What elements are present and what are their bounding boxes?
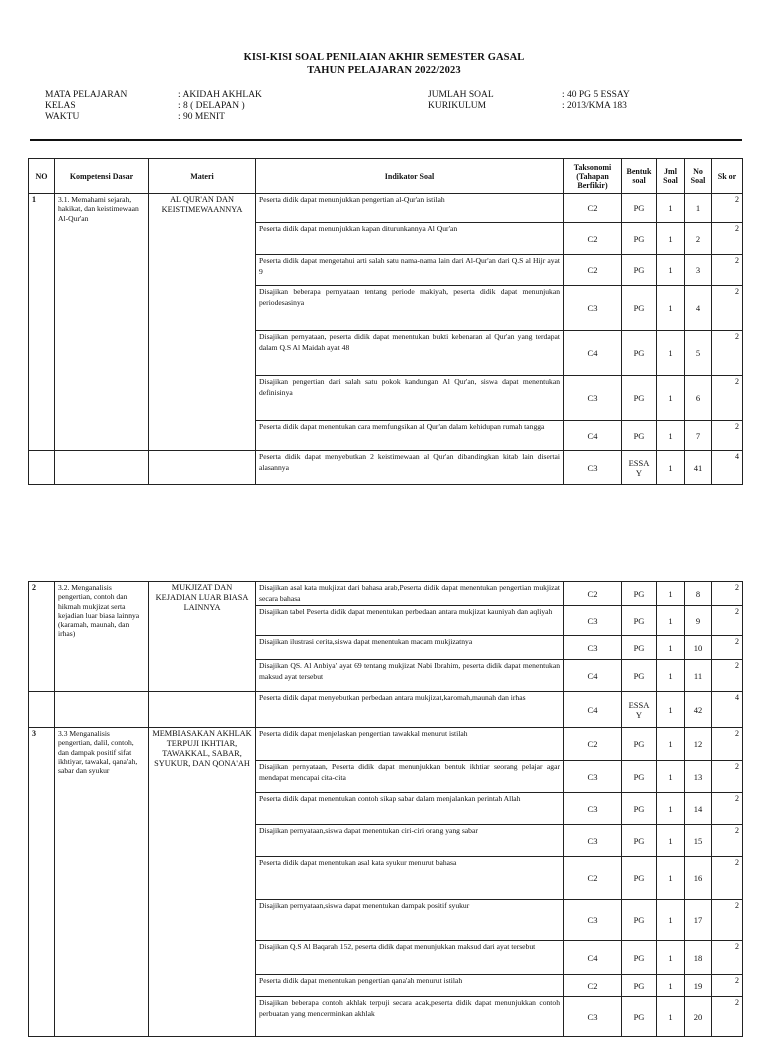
jumlah-soal: 1 <box>657 451 685 485</box>
meta-values-right <box>562 90 630 112</box>
jumlah-soal: 1 <box>657 636 685 660</box>
header-materi: Materi <box>149 159 256 194</box>
taksonomi: C2 <box>564 223 622 255</box>
header-kd: Kompetensi Dasar <box>55 159 149 194</box>
indikator-soal: Disajikan pernyataan,siswa dapat menentukan dampak positif syukur <box>256 900 564 941</box>
jumlah-soal: 1 <box>657 286 685 331</box>
row-number: 2 <box>29 582 55 692</box>
jumlah-soal: 1 <box>657 900 685 941</box>
indikator-soal: Peserta didik dapat mengetahui arti salah satu nama-nama lain dari Al-Qur'an dari Q.S al Hijr ayat 9 <box>256 255 564 286</box>
indikator-soal: Disajikan QS. Al Anbiya' ayat 69 tentang mukjizat Nabi Ibrahim, peserta didik dapat menentukan maksud ayat tersebut <box>256 660 564 692</box>
skor: 2 <box>712 825 743 857</box>
materi-empty <box>149 692 256 728</box>
bentuk-soal: PG <box>622 286 657 331</box>
nomor-soal: 1 <box>685 194 712 223</box>
indikator-soal: Disajikan pernyataan,siswa dapat menentukan ciri-ciri orang yang sabar <box>256 825 564 857</box>
skor: 2 <box>712 761 743 793</box>
indikator-soal: Disajikan pernyataan, Peserta didik dapat menunjukkan bentuk ikhtiar seorang pelajar agar mendapat mencapai cita-cita <box>256 761 564 793</box>
nomor-soal: 17 <box>685 900 712 941</box>
nomor-soal: 13 <box>685 761 712 793</box>
bentuk-soal: PG <box>622 857 657 900</box>
nomor-soal: 19 <box>685 975 712 997</box>
taksonomi: C4 <box>564 421 622 451</box>
skor: 2 <box>712 660 743 692</box>
taksonomi: C3 <box>564 636 622 660</box>
indikator-soal: Peserta didik dapat menentukan pengertian qana'ah menurut istilah <box>256 975 564 997</box>
jumlah-soal: 1 <box>657 194 685 223</box>
kurikulum-label: KURIKULUM <box>428 101 487 111</box>
indikator-soal: Disajikan beberapa contoh akhlak terpuji secara acak,peserta didik dapat menunjukkan contoh perbuatan yang mencerminkan akhlak <box>256 997 564 1037</box>
materi-empty <box>149 451 256 485</box>
kurikulum-value: : 2013/KMA 183 <box>562 101 627 111</box>
row-number-empty <box>29 451 55 485</box>
skor: 2 <box>712 331 743 376</box>
kompetensi-dasar: 3.3 Menganalisis pengertian, dalil, contoh, dan dampak positif sifat ikhtiyar, tawakal, qana'ah, sabar dan syukur <box>55 728 149 1037</box>
taksonomi: C3 <box>564 451 622 485</box>
bentuk-soal: PG <box>622 793 657 825</box>
meta-values-left <box>178 90 262 123</box>
taksonomi: C2 <box>564 728 622 761</box>
bentuk-soal: PG <box>622 331 657 376</box>
skor: 2 <box>712 636 743 660</box>
indikator-soal: Peserta didik dapat menunjukkan pengertian al-Qur'an istilah <box>256 194 564 223</box>
indikator-soal: Disajikan pengertian dari salah satu pokok kandungan Al Qur'an, siswa dapat menentukan definisinya <box>256 376 564 421</box>
taksonomi: C2 <box>564 194 622 223</box>
document-subtitle: TAHUN PELAJARAN 2022/2023 <box>307 65 461 76</box>
header-skor: Sk or <box>712 159 743 194</box>
taksonomi: C3 <box>564 900 622 941</box>
row-number: 1 <box>29 194 55 451</box>
row-number: 3 <box>29 728 55 1037</box>
nomor-soal: 6 <box>685 376 712 421</box>
nomor-soal: 3 <box>685 255 712 286</box>
header-taksonomi: Taksonomi (Tahapan Berfikir) <box>564 159 622 194</box>
kompetensi-dasar-empty <box>55 692 149 728</box>
taksonomi: C3 <box>564 793 622 825</box>
header-no: NO <box>29 159 55 194</box>
table-header-row <box>29 159 743 194</box>
bentuk-soal: PG <box>622 582 657 606</box>
jumlah-soal: 1 <box>657 761 685 793</box>
materi: AL QUR'AN DAN KEISTIMEWAANNYA <box>149 194 256 451</box>
skor: 4 <box>712 692 743 728</box>
jumlah-soal: 1 <box>657 660 685 692</box>
bentuk-soal: PG <box>622 997 657 1037</box>
jumlah-soal: 1 <box>657 793 685 825</box>
document-title: KISI-KISI SOAL PENILAIAN AKHIR SEMESTER GASAL <box>243 52 525 63</box>
jumlah-soal: 1 <box>657 857 685 900</box>
kompetensi-dasar-empty <box>55 451 149 485</box>
jumlah-soal: 1 <box>657 606 685 636</box>
nomor-soal: 8 <box>685 582 712 606</box>
bentuk-soal: PG <box>622 636 657 660</box>
indikator-soal: Disajikan pernyataan, peserta didik dapat menentukan bukti kebenaran al Qur'an yang terdapat dalam Q.S Al Maidah ayat 48 <box>256 331 564 376</box>
materi: MUKJIZAT DAN KEJADIAN LUAR BIASA LAINNYA <box>149 582 256 692</box>
taksonomi: C3 <box>564 606 622 636</box>
table-row <box>29 582 743 606</box>
table-row <box>29 194 743 223</box>
indikator-soal: Peserta didik dapat menjelaskan pengertian tawakkal menurut istilah <box>256 728 564 761</box>
skor: 2 <box>712 793 743 825</box>
jumlah-soal: 1 <box>657 975 685 997</box>
nomor-soal: 2 <box>685 223 712 255</box>
bentuk-soal: PG <box>622 376 657 421</box>
skor: 2 <box>712 606 743 636</box>
taksonomi: C2 <box>564 857 622 900</box>
indikator-soal: Peserta didik dapat menentukan asal kata syukur menurut bahasa <box>256 857 564 900</box>
skor: 2 <box>712 421 743 451</box>
taksonomi: C4 <box>564 692 622 728</box>
bentuk-soal: PG <box>622 194 657 223</box>
indikator-soal: Disajikan beberapa pernyataan tentang periode makiyah, peserta didik dapat menunjukan periodesasinya <box>256 286 564 331</box>
indikator-soal: Disajikan ilustrasi cerita,siswa dapat menentukan macam mukjizatnya <box>256 636 564 660</box>
taksonomi: C2 <box>564 255 622 286</box>
taksonomi: C3 <box>564 286 622 331</box>
nomor-soal: 11 <box>685 660 712 692</box>
nomor-soal: 14 <box>685 793 712 825</box>
skor: 4 <box>712 451 743 485</box>
nomor-soal: 42 <box>685 692 712 728</box>
nomor-soal: 16 <box>685 857 712 900</box>
taksonomi: C3 <box>564 376 622 421</box>
jumlah-soal: 1 <box>657 825 685 857</box>
bentuk-soal: PG <box>622 606 657 636</box>
kompetensi-dasar: 3.1. Memahami sejarah, hakikat, dan keistimewaan Al-Qur'an <box>55 194 149 451</box>
meta-labels-left <box>45 90 127 123</box>
taksonomi: C4 <box>564 331 622 376</box>
table-row <box>29 728 743 761</box>
skor: 2 <box>712 223 743 255</box>
skor: 2 <box>712 728 743 761</box>
jumlah-soal: 1 <box>657 331 685 376</box>
waktu-label: WAKTU <box>45 112 80 122</box>
mapel-label: MATA PELAJARAN <box>45 90 128 100</box>
bentuk-soal: PG <box>622 255 657 286</box>
jumlah-soal: 1 <box>657 223 685 255</box>
skor: 2 <box>712 941 743 975</box>
skor: 2 <box>712 376 743 421</box>
skor: 2 <box>712 194 743 223</box>
bentuk-soal: PG <box>622 660 657 692</box>
jumlah-soal: 1 <box>657 376 685 421</box>
jumlah-soal: 1 <box>657 692 685 728</box>
table-row <box>29 692 743 728</box>
jumlah-soal: 1 <box>657 255 685 286</box>
indikator-soal: Disajikan Q.S Al Baqarah 152, peserta didik dapat menunjukkan maksud dari ayat tersebut <box>256 941 564 975</box>
bentuk-soal: PG <box>622 728 657 761</box>
taksonomi: C2 <box>564 582 622 606</box>
bentuk-soal: PG <box>622 941 657 975</box>
bentuk-soal: ESSA Y <box>622 692 657 728</box>
jumlah-soal: 1 <box>657 941 685 975</box>
nomor-soal: 4 <box>685 286 712 331</box>
nomor-soal: 15 <box>685 825 712 857</box>
materi: MEMBIASAKAN AKHLAK TERPUJI IKHTIAR, TAWAKKAL, SABAR, SYUKUR, DAN QONA'AH <box>149 728 256 1037</box>
header-bentuk: Bentuk soal <box>622 159 657 194</box>
kisi-table-2 <box>28 581 743 1037</box>
nomor-soal: 18 <box>685 941 712 975</box>
nomor-soal: 5 <box>685 331 712 376</box>
bentuk-soal: PG <box>622 761 657 793</box>
header-indikator: Indikator Soal <box>256 159 564 194</box>
indikator-soal: Peserta didik dapat menunjukkan kapan diturunkannya Al Qur'an <box>256 223 564 255</box>
jumlah-soal: 1 <box>657 997 685 1037</box>
mapel-value: : AKIDAH AKHLAK <box>178 90 262 100</box>
taksonomi: C4 <box>564 660 622 692</box>
kompetensi-dasar: 3.2. Menganalisis pengertian, contoh dan hikmah mukjizat serta kejadian luar biasa lainnya (karamah, maunah, dan irhas) <box>55 582 149 692</box>
kisi-table-1 <box>28 158 743 485</box>
header-divider <box>30 139 742 141</box>
taksonomi: C3 <box>564 825 622 857</box>
taksonomi: C3 <box>564 997 622 1037</box>
table-row <box>29 451 743 485</box>
meta-labels-right <box>428 90 494 112</box>
nomor-soal: 20 <box>685 997 712 1037</box>
bentuk-soal: PG <box>622 421 657 451</box>
header-no-soal: No Soal <box>685 159 712 194</box>
indikator-soal: Peserta didik dapat menyebutkan 2 keistimewaan al Qur'an dibandingkan kitab lain disertai alasannya <box>256 451 564 485</box>
bentuk-soal: PG <box>622 223 657 255</box>
jumlah-value: : 40 PG 5 ESSAY <box>562 90 630 100</box>
bentuk-soal: PG <box>622 900 657 941</box>
taksonomi: C2 <box>564 975 622 997</box>
kelas-value: : 8 ( DELAPAN ) <box>178 101 245 111</box>
kelas-label: KELAS <box>45 101 76 111</box>
jumlah-soal: 1 <box>657 728 685 761</box>
bentuk-soal: ESSA Y <box>622 451 657 485</box>
bentuk-soal: PG <box>622 825 657 857</box>
nomor-soal: 10 <box>685 636 712 660</box>
skor: 2 <box>712 900 743 941</box>
skor: 2 <box>712 975 743 997</box>
indikator-soal: Disajikan tabel Peserta didik dapat menentukan perbedaan antara mukjizat kauniyah dan aqliyah <box>256 606 564 636</box>
skor: 2 <box>712 997 743 1037</box>
row-number-empty <box>29 692 55 728</box>
indikator-soal: Peserta didik dapat menentukan cara memfungsikan al Qur'an dalam kehidupan rumah tangga <box>256 421 564 451</box>
skor: 2 <box>712 582 743 606</box>
indikator-soal: Peserta didik dapat menyebutkan perbedaan antara mukjizat,karomah,maunah dan irhas <box>256 692 564 728</box>
nomor-soal: 9 <box>685 606 712 636</box>
waktu-value: : 90 MENIT <box>178 112 225 122</box>
skor: 2 <box>712 857 743 900</box>
jumlah-label: JUMLAH SOAL <box>428 90 494 100</box>
skor: 2 <box>712 255 743 286</box>
skor: 2 <box>712 286 743 331</box>
indikator-soal: Peserta didik dapat menentukan contoh sikap sabar dalam menjalankan perintah Allah <box>256 793 564 825</box>
indikator-soal: Disajikan asal kata mukjizat dari bahasa arab,Peserta didik dapat menentukan pengertian mukjizat secara bahasa <box>256 582 564 606</box>
bentuk-soal: PG <box>622 975 657 997</box>
nomor-soal: 12 <box>685 728 712 761</box>
taksonomi: C4 <box>564 941 622 975</box>
header-jml: Jml Soal <box>657 159 685 194</box>
jumlah-soal: 1 <box>657 582 685 606</box>
nomor-soal: 7 <box>685 421 712 451</box>
nomor-soal: 41 <box>685 451 712 485</box>
jumlah-soal: 1 <box>657 421 685 451</box>
taksonomi: C3 <box>564 761 622 793</box>
